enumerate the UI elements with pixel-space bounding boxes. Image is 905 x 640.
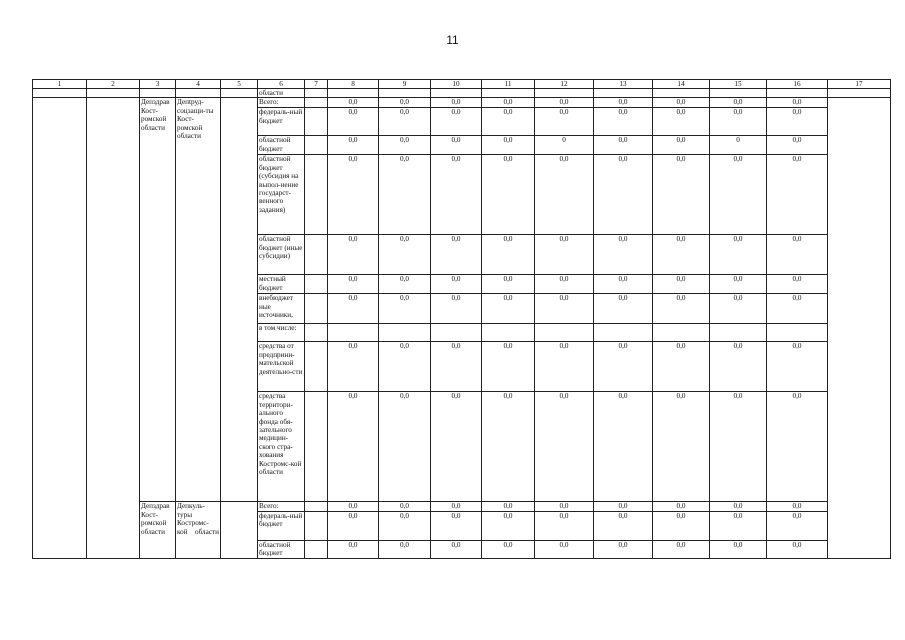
- col-7-cell: [305, 342, 328, 392]
- value-cell: 0,0: [710, 392, 767, 502]
- col-7-cell: [305, 540, 328, 558]
- value-cell: 0,0: [767, 342, 828, 392]
- value-cell: 0,0: [767, 511, 828, 540]
- column-header: 10: [431, 80, 482, 89]
- funding-source-cell: федераль-ный бюджет: [258, 511, 305, 540]
- value-cell: 0,0: [653, 392, 710, 502]
- col-7-cell: [305, 502, 328, 511]
- value-cell: 0,0: [328, 502, 379, 511]
- value-cell: 0,0: [653, 155, 710, 235]
- value-cell: 0,0: [328, 155, 379, 235]
- column-header: 1: [33, 80, 87, 89]
- value-cell: 0,0: [767, 540, 828, 558]
- value-cell: 0,0: [653, 108, 710, 136]
- value-cell: 0: [710, 136, 767, 155]
- value-cell: 0,0: [482, 392, 535, 502]
- value-cell: 0,0: [767, 502, 828, 511]
- table-cell: [328, 89, 379, 98]
- column-header: 5: [221, 80, 258, 89]
- funding-source-cell: средства территори-ального фонда обя-зательного медицин-ского стра-хования Костромс-кой области: [258, 392, 305, 502]
- funding-source-cell: Всего:: [258, 502, 305, 511]
- value-cell: [328, 324, 379, 342]
- funding-source-cell: местный бюджет: [258, 275, 305, 294]
- value-cell: 0,0: [594, 275, 653, 294]
- table-cell: [594, 89, 653, 98]
- table-cell: [431, 89, 482, 98]
- value-cell: [431, 324, 482, 342]
- col-7-cell: [305, 392, 328, 502]
- value-cell: 0,0: [431, 235, 482, 275]
- column-header: 16: [767, 80, 828, 89]
- table-cell: [33, 89, 87, 98]
- funding-source-cell: в том числе:: [258, 324, 305, 342]
- value-cell: 0,0: [535, 511, 594, 540]
- value-cell: 0,0: [431, 275, 482, 294]
- value-cell: 0,0: [379, 342, 431, 392]
- value-cell: 0,0: [328, 108, 379, 136]
- value-cell: 0,0: [710, 155, 767, 235]
- funding-source-cell: Всего:: [258, 98, 305, 108]
- header-row: [33, 80, 891, 89]
- value-cell: [535, 324, 594, 342]
- value-cell: 0,0: [482, 294, 535, 324]
- table-row: [33, 502, 891, 511]
- value-cell: 0,0: [482, 108, 535, 136]
- value-cell: 0,0: [710, 502, 767, 511]
- value-cell: 0,0: [710, 342, 767, 392]
- column-header: 4: [176, 80, 221, 89]
- value-cell: 0,0: [767, 98, 828, 108]
- value-cell: 0,0: [482, 275, 535, 294]
- value-cell: 0,0: [653, 342, 710, 392]
- funding-source-cell: внебюджет ные источники,: [258, 294, 305, 324]
- col-7-cell: [305, 136, 328, 155]
- funding-source-cell: средства от предприни-мательской деятельно-сти: [258, 342, 305, 392]
- column-header: 15: [710, 80, 767, 89]
- table-row: [33, 89, 891, 98]
- table-cell: [379, 89, 431, 98]
- value-cell: 0,0: [594, 502, 653, 511]
- value-cell: 0,0: [535, 392, 594, 502]
- value-cell: 0,0: [482, 511, 535, 540]
- col-5-cell: [221, 502, 258, 558]
- funding-source-cell: областной бюджет: [258, 540, 305, 558]
- col-7-cell: [305, 275, 328, 294]
- col-7-cell: [305, 235, 328, 275]
- value-cell: 0,0: [379, 392, 431, 502]
- value-cell: 0,0: [328, 540, 379, 558]
- table-cell: [828, 89, 891, 98]
- value-cell: 0,0: [653, 98, 710, 108]
- value-cell: 0,0: [431, 392, 482, 502]
- value-cell: 0,0: [710, 98, 767, 108]
- column-header: 7: [305, 80, 328, 89]
- value-cell: 0,0: [482, 235, 535, 275]
- value-cell: 0,0: [653, 511, 710, 540]
- value-cell: 0,0: [379, 275, 431, 294]
- table-row: [33, 98, 891, 108]
- value-cell: 0,0: [431, 502, 482, 511]
- column-header: 17: [828, 80, 891, 89]
- table-cell: [535, 89, 594, 98]
- col-7-cell: [305, 294, 328, 324]
- value-cell: 0,0: [431, 294, 482, 324]
- value-cell: 0,0: [535, 540, 594, 558]
- value-cell: 0,0: [379, 294, 431, 324]
- table-cell: [653, 89, 710, 98]
- executor-cell: Депздрав Кост-ромской области: [140, 502, 176, 558]
- value-cell: 0,0: [653, 235, 710, 275]
- table-cell: [710, 89, 767, 98]
- coexecutor-cell: Депtруд-соцзащи-ты Кост-ромской области: [176, 98, 221, 502]
- value-cell: [482, 324, 535, 342]
- col-17-cell: [828, 98, 891, 558]
- value-cell: 0,0: [710, 294, 767, 324]
- col-7-cell: [305, 155, 328, 235]
- value-cell: [710, 324, 767, 342]
- value-cell: 0,0: [594, 392, 653, 502]
- value-cell: 0,0: [431, 511, 482, 540]
- col-7-cell: [305, 511, 328, 540]
- value-cell: 0,0: [328, 392, 379, 502]
- column-header: 2: [87, 80, 140, 89]
- value-cell: 0,0: [594, 98, 653, 108]
- value-cell: 0,0: [535, 502, 594, 511]
- page-number: 11: [446, 33, 459, 47]
- value-cell: 0,0: [431, 155, 482, 235]
- value-cell: 0,0: [482, 98, 535, 108]
- funding-source-cell: федераль-ный бюджет: [258, 108, 305, 136]
- value-cell: 0,0: [482, 540, 535, 558]
- value-cell: 0,0: [594, 342, 653, 392]
- value-cell: 0,0: [710, 511, 767, 540]
- value-cell: 0,0: [379, 98, 431, 108]
- value-cell: 0,0: [328, 235, 379, 275]
- funding-source-cell: областной бюджет (иные субсидии): [258, 235, 305, 275]
- value-cell: 0,0: [431, 108, 482, 136]
- value-cell: 0,0: [767, 392, 828, 502]
- value-cell: 0,0: [710, 540, 767, 558]
- value-cell: 0,0: [379, 108, 431, 136]
- funding-source-cell: областной бюджет: [258, 136, 305, 155]
- column-header: 8: [328, 80, 379, 89]
- value-cell: [653, 324, 710, 342]
- funding-source-cell: области: [258, 89, 305, 98]
- col-5-cell: [221, 98, 258, 502]
- value-cell: 0: [535, 136, 594, 155]
- col-7-cell: [305, 108, 328, 136]
- value-cell: 0,0: [328, 511, 379, 540]
- value-cell: 0,0: [767, 108, 828, 136]
- value-cell: [594, 324, 653, 342]
- value-cell: 0,0: [594, 235, 653, 275]
- value-cell: 0,0: [767, 136, 828, 155]
- col-2-cell: [87, 98, 140, 558]
- value-cell: 0,0: [379, 502, 431, 511]
- value-cell: 0,0: [653, 540, 710, 558]
- value-cell: 0,0: [594, 294, 653, 324]
- table-cell: [140, 89, 176, 98]
- column-header: 6: [258, 80, 305, 89]
- value-cell: 0,0: [431, 136, 482, 155]
- value-cell: 0,0: [594, 136, 653, 155]
- value-cell: 0,0: [535, 108, 594, 136]
- value-cell: 0,0: [710, 275, 767, 294]
- value-cell: 0,0: [328, 342, 379, 392]
- value-cell: 0,0: [482, 342, 535, 392]
- table-cell: [767, 89, 828, 98]
- budget-table: [32, 79, 891, 559]
- value-cell: 0,0: [767, 294, 828, 324]
- value-cell: 0,0: [653, 294, 710, 324]
- table-cell: [87, 89, 140, 98]
- value-cell: 0,0: [431, 540, 482, 558]
- value-cell: 0,0: [767, 235, 828, 275]
- funding-source-cell: областной бюджет (субсидия на выпол-нение государст-венного задания): [258, 155, 305, 235]
- column-header: 11: [482, 80, 535, 89]
- value-cell: 0,0: [535, 155, 594, 235]
- value-cell: 0,0: [379, 155, 431, 235]
- table-cell: [305, 89, 328, 98]
- value-cell: 0,0: [379, 511, 431, 540]
- value-cell: 0,0: [535, 98, 594, 108]
- value-cell: 0,0: [431, 98, 482, 108]
- value-cell: 0,0: [710, 108, 767, 136]
- value-cell: 0,0: [710, 235, 767, 275]
- value-cell: 0,0: [328, 294, 379, 324]
- value-cell: 0,0: [431, 342, 482, 392]
- value-cell: 0,0: [767, 275, 828, 294]
- value-cell: 0,0: [535, 342, 594, 392]
- value-cell: 0,0: [535, 275, 594, 294]
- value-cell: 0,0: [594, 511, 653, 540]
- value-cell: 0,0: [594, 155, 653, 235]
- value-cell: 0,0: [594, 540, 653, 558]
- table-cell: [221, 89, 258, 98]
- value-cell: 0,0: [379, 540, 431, 558]
- col-7-cell: [305, 98, 328, 108]
- column-header: 12: [535, 80, 594, 89]
- executor-cell: Депздрав Кост-ромской области: [140, 98, 176, 502]
- table-cell: [482, 89, 535, 98]
- value-cell: 0,0: [482, 502, 535, 511]
- column-header: 14: [653, 80, 710, 89]
- value-cell: 0,0: [379, 136, 431, 155]
- value-cell: 0,0: [653, 275, 710, 294]
- value-cell: 0,0: [535, 294, 594, 324]
- value-cell: 0,0: [653, 502, 710, 511]
- table-cell: [176, 89, 221, 98]
- value-cell: [767, 324, 828, 342]
- value-cell: 0,0: [653, 136, 710, 155]
- value-cell: 0,0: [328, 136, 379, 155]
- value-cell: 0,0: [535, 235, 594, 275]
- value-cell: 0,0: [328, 98, 379, 108]
- value-cell: 0,0: [767, 155, 828, 235]
- column-header: 9: [379, 80, 431, 89]
- value-cell: 0,0: [482, 155, 535, 235]
- value-cell: 0,0: [328, 275, 379, 294]
- value-cell: [379, 324, 431, 342]
- column-header: 13: [594, 80, 653, 89]
- col-7-cell: [305, 324, 328, 342]
- value-cell: 0,0: [594, 108, 653, 136]
- coexecutor-cell: Депкуль-туры Костромс-кой области: [176, 502, 221, 558]
- col-1-cell: [33, 98, 87, 558]
- value-cell: 0,0: [482, 136, 535, 155]
- value-cell: 0,0: [379, 235, 431, 275]
- column-header: 3: [140, 80, 176, 89]
